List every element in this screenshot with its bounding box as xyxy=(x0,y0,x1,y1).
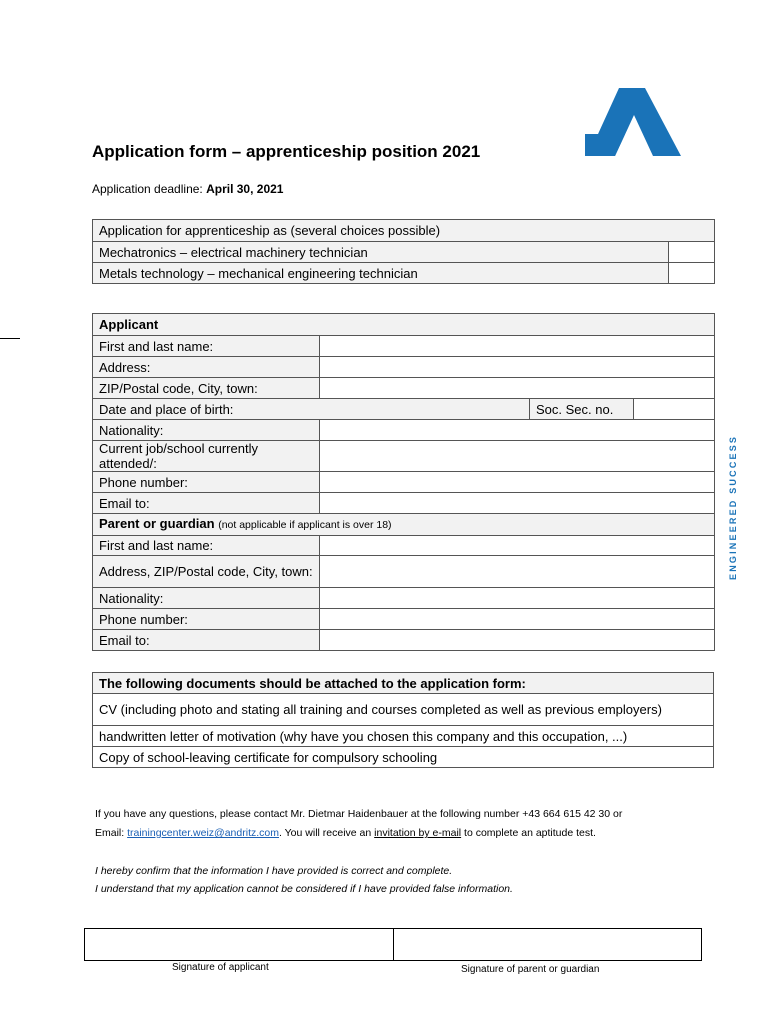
document-item: Copy of school-leaving certificate for compulsory schooling xyxy=(93,747,714,768)
deadline-label: Application deadline: xyxy=(92,182,207,196)
guardian-address-input[interactable] xyxy=(320,556,715,588)
field-label: Current job/school currently attended/: xyxy=(93,441,320,472)
contact-line-2 xyxy=(95,827,596,839)
applicant-signature-field[interactable] xyxy=(85,929,393,960)
field-label: Address: xyxy=(93,357,320,378)
margin-mark xyxy=(0,338,20,339)
field-label: Address, ZIP/Postal code, City, town: xyxy=(93,556,320,588)
applicant-signature-label: Signature of applicant xyxy=(172,962,269,973)
applicant-phone-input[interactable] xyxy=(320,472,715,493)
option-label: Metals technology – mechanical engineering technician xyxy=(93,263,669,284)
document-item: handwritten letter of motivation (why have you chosen this company and this occupation, ...) xyxy=(93,726,714,747)
guardian-email-input[interactable] xyxy=(320,630,715,651)
applicant-name-input[interactable] xyxy=(320,336,715,357)
deadline-value: April 30, 2021 xyxy=(206,182,284,196)
application-deadline xyxy=(92,182,283,196)
contact-line-1: If you have any questions, please contact Mr. Dietmar Haidenbauer at the following number +43 664 615 42 30 or xyxy=(95,808,623,820)
confirmation-line-1: I hereby confirm that the information I have provided is correct and complete. xyxy=(95,865,453,877)
option-label: Mechatronics – electrical machinery technician xyxy=(93,242,669,263)
contact-middle: . You will receive an xyxy=(279,827,375,839)
field-label: First and last name: xyxy=(93,536,320,556)
field-label: Nationality: xyxy=(93,420,320,441)
guardian-name-input[interactable] xyxy=(320,536,715,556)
page-title: Application form – apprenticeship position 2021 xyxy=(92,142,481,161)
email-prefix: Email: xyxy=(95,827,128,839)
andritz-logo-icon xyxy=(585,88,681,156)
applicant-address-input[interactable] xyxy=(320,357,715,378)
applicant-heading: Applicant xyxy=(93,314,715,336)
field-label: Phone number: xyxy=(93,472,320,493)
field-label: Date and place of birth: xyxy=(93,399,530,420)
apprenticeship-heading: Application for apprenticeship as (several choices possible) xyxy=(93,220,715,242)
socsec-label: Soc. Sec. no. xyxy=(530,399,634,420)
applicant-socsec-input[interactable] xyxy=(634,399,715,420)
guardian-phone-input[interactable] xyxy=(320,609,715,630)
field-label: Email to: xyxy=(93,493,320,514)
option-checkbox-metals[interactable] xyxy=(669,263,715,284)
guardian-note: (not applicable if applicant is over 18) xyxy=(218,519,392,531)
invitation-text: invitation by e-mail xyxy=(374,827,462,839)
field-label: First and last name: xyxy=(93,336,320,357)
applicant-nationality-input[interactable] xyxy=(320,420,715,441)
field-label: Nationality: xyxy=(93,588,320,609)
document-item: CV (including photo and stating all training and courses completed as well as previous employers) xyxy=(93,694,714,726)
confirmation-line-2: I understand that my application cannot be considered if I have provided false information. xyxy=(95,883,513,895)
applicant-email-input[interactable] xyxy=(320,493,715,514)
applicant-zip-input[interactable] xyxy=(320,378,715,399)
field-label: ZIP/Postal code, City, town: xyxy=(93,378,320,399)
guardian-signature-field[interactable] xyxy=(393,929,702,960)
field-label: Email to: xyxy=(93,630,320,651)
apprenticeship-table xyxy=(92,219,715,284)
applicant-table xyxy=(92,313,715,651)
field-label: Phone number: xyxy=(93,609,320,630)
guardian-heading-text: Parent or guardian xyxy=(99,516,215,531)
documents-heading: The following documents should be attached to the application form: xyxy=(93,673,714,694)
guardian-nationality-input[interactable] xyxy=(320,588,715,609)
applicant-job-input[interactable] xyxy=(320,441,715,472)
guardian-heading xyxy=(93,514,715,536)
contact-suffix: to complete an aptitude test. xyxy=(461,827,596,839)
guardian-signature-label: Signature of parent or guardian xyxy=(461,964,600,975)
side-tagline: ENGINEERED SUCCESS xyxy=(728,434,738,580)
email-link[interactable]: trainingcenter.weiz@andritz.com xyxy=(127,827,279,839)
signature-box xyxy=(84,928,702,961)
documents-table xyxy=(92,672,714,768)
option-checkbox-mechatronics[interactable] xyxy=(669,242,715,263)
